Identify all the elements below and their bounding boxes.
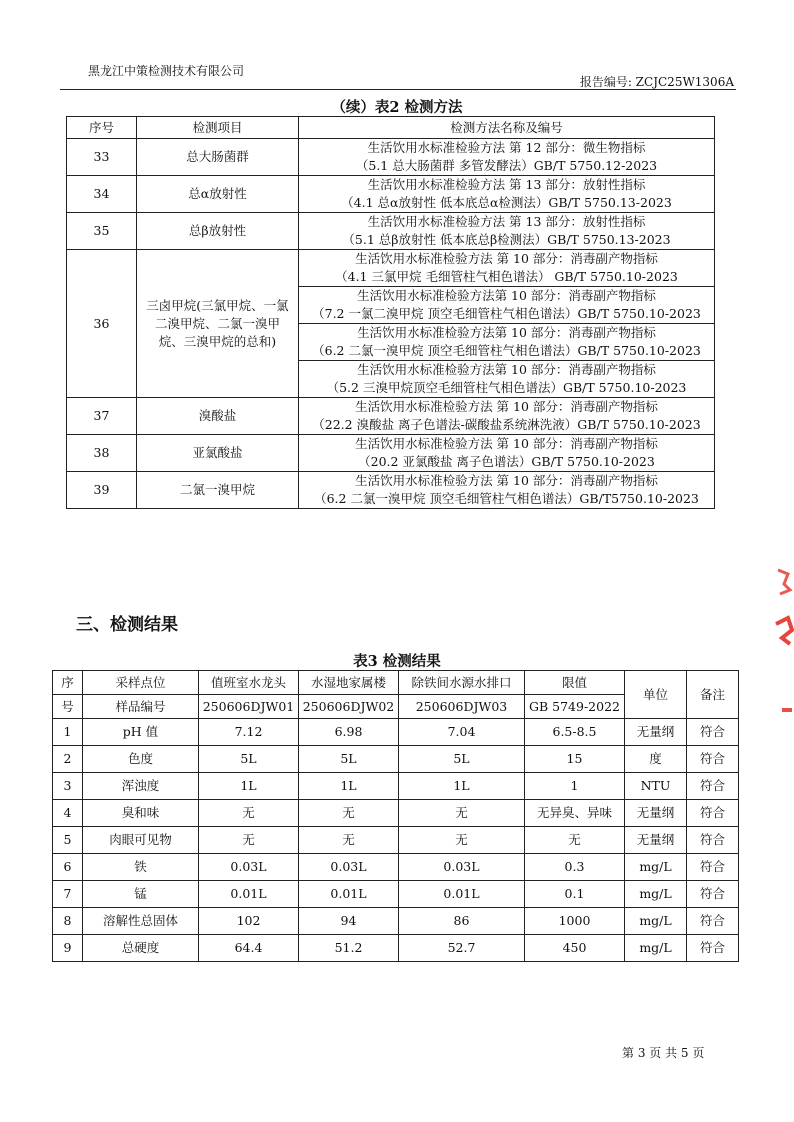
column-header: 检测方法名称及编号 <box>299 117 715 139</box>
row-number: 34 <box>67 176 137 213</box>
test-item: 锰 <box>83 881 199 908</box>
table-row <box>67 472 715 509</box>
remark: 符合 <box>687 935 739 962</box>
result-value: 5L <box>299 746 399 773</box>
result-value: 64.4 <box>199 935 299 962</box>
test-item: 二氯一溴甲烷 <box>137 472 299 509</box>
limit-value: 0.1 <box>525 881 625 908</box>
row-number: 35 <box>67 213 137 250</box>
result-value: 0.01L <box>199 881 299 908</box>
method-cell <box>299 324 715 361</box>
section-heading: 三、检测结果 <box>76 615 178 635</box>
table-row <box>53 827 739 854</box>
result-value: 5L <box>399 746 525 773</box>
row-number: 38 <box>67 435 137 472</box>
method-line: 生活饮用水标准检验方法 第 12 部分：微生物指标 <box>367 140 646 155</box>
result-value: 1L <box>199 773 299 800</box>
table-row <box>67 398 715 435</box>
seal-stamp-fragment <box>768 560 794 720</box>
row-number: 36 <box>67 250 137 398</box>
method-cell <box>299 361 715 398</box>
method-line: （5.1 总β放射性 低本底总β检测法）GB/T 5750.13-2023 <box>342 232 671 247</box>
method-line: （4.1 总α放射性 低本底总α检测法）GB/T 5750.13-2023 <box>341 195 672 210</box>
method-line: （6.2 二氯一溴甲烷 顶空毛细管柱气相色谱法）GB/T 5750.10-2023 <box>312 343 701 358</box>
method-cell <box>299 139 715 176</box>
table-row <box>53 854 739 881</box>
result-value: 6.98 <box>299 719 399 746</box>
method-line: （5.2 三溴甲烷顶空毛细管柱气相色谱法）GB/T 5750.10-2023 <box>326 380 687 395</box>
result-value: 无 <box>299 800 399 827</box>
test-item: 溶解性总固体 <box>83 908 199 935</box>
table-row <box>67 435 715 472</box>
row-number: 6 <box>53 854 83 881</box>
method-line: 生活饮用水标准检验方法 第 10 部分：消毒副产物指标 <box>355 399 658 414</box>
sampling-point: 水湿地家属楼 <box>299 671 399 695</box>
sample-id: 250606DJW03 <box>399 695 525 719</box>
table-row <box>53 773 739 800</box>
unit: 无量纲 <box>625 800 687 827</box>
row-number: 3 <box>53 773 83 800</box>
unit: 无量纲 <box>625 827 687 854</box>
limit-value: 1000 <box>525 908 625 935</box>
method-cell <box>299 176 715 213</box>
result-value: 无 <box>399 800 525 827</box>
limit-value: 450 <box>525 935 625 962</box>
result-value: 0.03L <box>399 854 525 881</box>
result-value: 0.01L <box>399 881 525 908</box>
unit: mg/L <box>625 854 687 881</box>
row-number: 1 <box>53 719 83 746</box>
test-item: pH 值 <box>83 719 199 746</box>
result-value: 无 <box>399 827 525 854</box>
unit: mg/L <box>625 908 687 935</box>
remark: 符合 <box>687 773 739 800</box>
remark: 符合 <box>687 719 739 746</box>
column-header: 备注 <box>687 671 739 719</box>
method-line: 生活饮用水标准检验方法 第 13 部分：放射性指标 <box>367 177 646 192</box>
row-number: 9 <box>53 935 83 962</box>
remark: 符合 <box>687 746 739 773</box>
row-number: 37 <box>67 398 137 435</box>
column-header: 单位 <box>625 671 687 719</box>
unit: 无量纲 <box>625 719 687 746</box>
column-header: 样品编号 <box>83 695 199 719</box>
test-item: 三卤甲烷(三氯甲烷、一氯二溴甲烷、二氯一溴甲烷、三溴甲烷的总和) <box>137 250 299 398</box>
table-row <box>67 139 715 176</box>
column-header: 检测项目 <box>137 117 299 139</box>
limit-value: 6.5-8.5 <box>525 719 625 746</box>
test-item: 臭和味 <box>83 800 199 827</box>
method-line: （6.2 二氯一溴甲烷 顶空毛细管柱气相色谱法）GB/T5750.10-2023 <box>314 491 699 506</box>
column-header: 采样点位 <box>83 671 199 695</box>
test-item: 亚氯酸盐 <box>137 435 299 472</box>
remark: 符合 <box>687 827 739 854</box>
sampling-point: 除铁间水源水排口 <box>399 671 525 695</box>
report-number: 报告编号: ZCJC25W1306A <box>579 75 734 89</box>
remark: 符合 <box>687 881 739 908</box>
table-header-row <box>67 117 715 139</box>
test-results-table <box>52 670 739 962</box>
method-line: （20.2 亚氯酸盐 离子色谱法）GB/T 5750.10-2023 <box>358 454 655 469</box>
method-cell <box>299 472 715 509</box>
remark: 符合 <box>687 800 739 827</box>
result-value: 1L <box>299 773 399 800</box>
table-row <box>53 881 739 908</box>
method-line: （22.2 溴酸盐 离子色谱法-碳酸盐系统淋洗液）GB/T 5750.10-2023 <box>312 417 701 432</box>
table-row <box>67 176 715 213</box>
unit: 度 <box>625 746 687 773</box>
method-line: 生活饮用水标准检验方法第 10 部分：消毒副产物指标 <box>357 362 656 377</box>
table-row <box>67 250 715 287</box>
result-value: 0.03L <box>299 854 399 881</box>
result-value: 52.7 <box>399 935 525 962</box>
limit-value: 1 <box>525 773 625 800</box>
result-value: 5L <box>199 746 299 773</box>
limit-value: 0.3 <box>525 854 625 881</box>
table-row <box>53 800 739 827</box>
row-number: 33 <box>67 139 137 176</box>
method-cell <box>299 287 715 324</box>
method-line: （4.1 三氯甲烷 毛细管柱气相色谱法） GB/T 5750.10-2023 <box>335 269 678 284</box>
method-cell <box>299 435 715 472</box>
column-header: 限值 <box>525 671 625 695</box>
test-item: 色度 <box>83 746 199 773</box>
table-row <box>53 908 739 935</box>
result-value: 无 <box>299 827 399 854</box>
test-methods-table <box>66 116 715 509</box>
unit: mg/L <box>625 881 687 908</box>
sample-id: 250606DJW02 <box>299 695 399 719</box>
test-item: 铁 <box>83 854 199 881</box>
table-header-row <box>53 671 739 695</box>
header-divider <box>60 89 736 90</box>
result-value: 86 <box>399 908 525 935</box>
result-value: 7.12 <box>199 719 299 746</box>
result-value: 94 <box>299 908 399 935</box>
table2-title: （续）表2 检测方法 <box>331 99 463 116</box>
method-line: 生活饮用水标准检验方法第 10 部分：消毒副产物指标 <box>357 288 656 303</box>
result-value: 0.03L <box>199 854 299 881</box>
result-value: 1L <box>399 773 525 800</box>
test-item: 溴酸盐 <box>137 398 299 435</box>
method-line: 生活饮用水标准检验方法第 10 部分：消毒副产物指标 <box>357 325 656 340</box>
row-number: 8 <box>53 908 83 935</box>
method-line: 生活饮用水标准检验方法 第 13 部分：放射性指标 <box>367 214 646 229</box>
row-number: 7 <box>53 881 83 908</box>
method-line: （7.2 一氯二溴甲烷 顶空毛细管柱气相色谱法）GB/T 5750.10-2023 <box>312 306 701 321</box>
unit: mg/L <box>625 935 687 962</box>
table-row <box>67 213 715 250</box>
test-item: 总α放射性 <box>137 176 299 213</box>
remark: 符合 <box>687 908 739 935</box>
table-row <box>53 719 739 746</box>
row-number: 2 <box>53 746 83 773</box>
row-number: 5 <box>53 827 83 854</box>
test-item: 肉眼可见物 <box>83 827 199 854</box>
table-row <box>53 935 739 962</box>
result-value: 0.01L <box>299 881 399 908</box>
table3-title: 表3 检测结果 <box>353 653 441 670</box>
method-line: 生活饮用水标准检验方法 第 10 部分：消毒副产物指标 <box>355 473 658 488</box>
remark: 符合 <box>687 854 739 881</box>
method-line: 生活饮用水标准检验方法 第 10 部分：消毒副产物指标 <box>355 436 658 451</box>
method-line: （5.1 总大肠菌群 多管发酵法）GB/T 5750.12-2023 <box>355 158 658 173</box>
result-value: 无 <box>199 827 299 854</box>
method-cell <box>299 398 715 435</box>
limit-value: 无异臭、异味 <box>525 800 625 827</box>
column-header: 号 <box>53 695 83 719</box>
test-item: 总硬度 <box>83 935 199 962</box>
unit: NTU <box>625 773 687 800</box>
limit-value: 无 <box>525 827 625 854</box>
row-number: 39 <box>67 472 137 509</box>
result-value: 7.04 <box>399 719 525 746</box>
method-cell <box>299 250 715 287</box>
result-value: 102 <box>199 908 299 935</box>
limit-value: 15 <box>525 746 625 773</box>
test-item: 总β放射性 <box>137 213 299 250</box>
column-header: 序 <box>53 671 83 695</box>
row-number: 4 <box>53 800 83 827</box>
test-item: 总大肠菌群 <box>137 139 299 176</box>
table-row <box>53 746 739 773</box>
sample-id: 250606DJW01 <box>199 695 299 719</box>
test-item: 浑浊度 <box>83 773 199 800</box>
result-value: 无 <box>199 800 299 827</box>
limit-standard: GB 5749-2022 <box>525 695 625 719</box>
result-value: 51.2 <box>299 935 399 962</box>
method-line: 生活饮用水标准检验方法 第 10 部分：消毒副产物指标 <box>355 251 658 266</box>
method-cell <box>299 213 715 250</box>
sampling-point: 值班室水龙头 <box>199 671 299 695</box>
column-header: 序号 <box>67 117 137 139</box>
page-number: 第 3 页 共 5 页 <box>622 1046 705 1060</box>
company-name: 黑龙江中策检测技术有限公司 <box>88 64 245 78</box>
